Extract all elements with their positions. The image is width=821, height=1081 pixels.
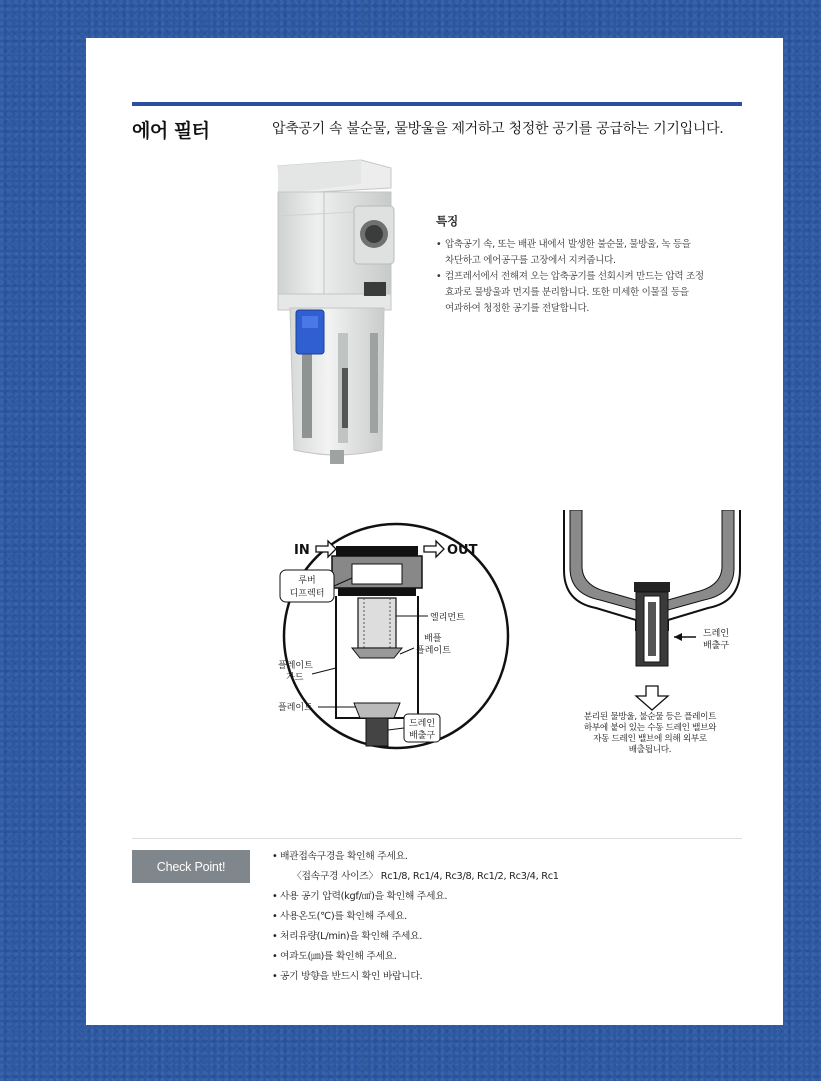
air-filter-photo [266,158,411,468]
filter-cross-section-diagram [274,508,514,753]
feature-line: 효과로 물방울과 먼지를 분리합니다. 또한 미세한 이물질 등을 [445,287,689,298]
feature-item [436,269,746,317]
section-divider [132,838,742,839]
drain-label-line1: 드레인 [408,719,436,729]
plate-guard-label-line2: 가드 [286,673,304,683]
plate-guard-label-line1: 플레이트 [278,661,313,671]
caption-line: 자동 드레인 밸브에 의해 외부로 [593,734,707,744]
check-item: • 사용 공기 압력(kgf/㎠)을 확인해 주세요. [272,887,732,907]
features-block [436,213,746,317]
in-label: IN [294,543,310,558]
check-item: • 배관접속구경을 확인해 주세요. [272,847,732,867]
features-list [436,237,746,317]
check-item-sub: 〈접속구경 사이즈〉 Rc1/8, Rc1/4, Rc3/8, Rc1/2, Rc3/4, Rc1 [292,871,559,882]
check-point-badge: Check Point! [132,850,250,883]
baffle-label-line2: 플레이트 [416,646,451,656]
out-label: OUT [447,543,478,558]
lead-text: 압축공기 속 불순물, 물방울을 제거하고 청정한 공기를 공급하는 기기입니다. [272,121,724,137]
element-label: 엘리먼트 [430,613,465,623]
louver-label-line2: 디프렉터 [289,589,325,599]
caption-line: 배출됩니다. [628,745,672,755]
drain-label-line2: 배출구 [408,731,436,741]
check-item: • 처리유량(L/min)을 확인해 주세요. [272,927,732,947]
drain-outlet-label-line1: 드레인 [702,629,730,639]
plate-label: 플레이트 [278,703,313,713]
drain-outlet-label-line2: 배출구 [702,641,730,651]
louver-label-line1: 루버 [298,576,316,586]
baffle-label-line1: 배플 [424,634,442,644]
section-title: 에어 필터 [132,120,210,142]
check-item: • 사용온도(℃)를 확인해 주세요. [272,907,732,927]
features-title: 특징 [436,214,459,228]
feature-line: 여과하여 청정한 공기를 전달합니다. [445,303,590,314]
check-point-list [272,847,732,987]
page-sheet [86,38,783,1025]
feature-line: • 압축공기 속, 또는 배관 내에서 발생한 불순물, 물방울, 녹 등을 [445,239,691,250]
feature-item [436,237,746,269]
down-arrow-icon [636,686,668,710]
feature-line: 차단하고 에어공구를 고장에서 지켜줍니다. [445,255,616,266]
check-item: • 공기 방향을 반드시 확인 바랍니다. [272,967,732,987]
caption-line: 하부에 붙어 있는 수동 드레인 밸브와 [583,723,717,733]
check-item: • 여과도(㎛)를 확인해 주세요. [272,947,732,967]
feature-line: • 컴프레서에서 전해져 오는 압축공기를 선회시켜 만드는 압력 조정 [445,271,704,282]
drain-caption [541,712,759,756]
caption-line: 분리된 물방울, 불순물 등은 플레이트 [583,712,717,722]
header-rule [132,102,742,106]
